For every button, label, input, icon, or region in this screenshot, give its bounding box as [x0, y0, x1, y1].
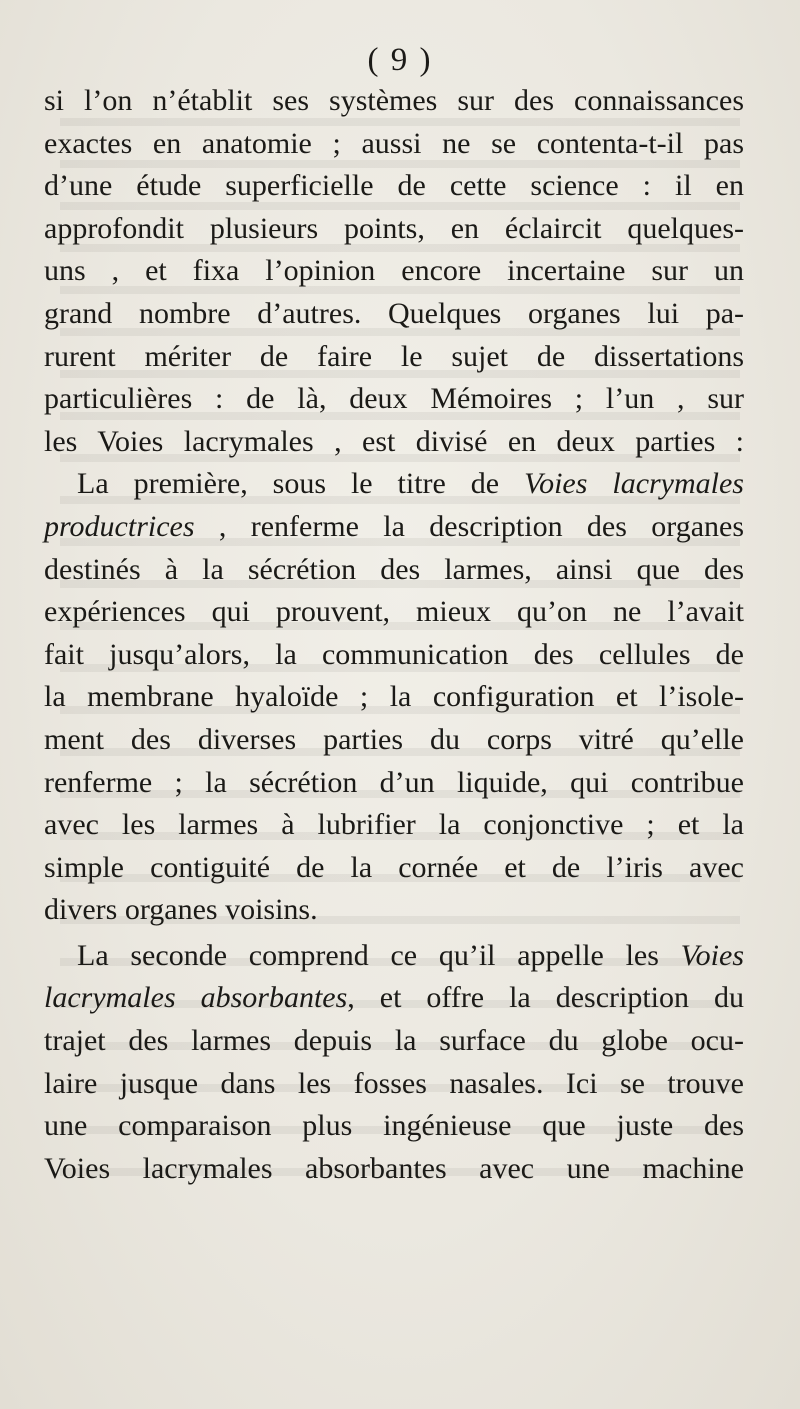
paragraph-start-line: La première, sous le titre de Voies lacrymales [77, 467, 744, 501]
italic-term: productrices [44, 509, 195, 543]
text-line: d’une étude superficielle de cette science : il en [44, 169, 744, 203]
text-line: une comparaison plus ingénieuse que juste des [44, 1109, 744, 1143]
text-line: destinés à la sécrétion des larmes, ainsi que des [44, 552, 744, 586]
body-text [44, 80, 744, 1190]
text-line: uns , et fixa l’opinion encore incertaine sur un [44, 254, 744, 288]
text-line: ment des diverses parties du corps vitré qu’elle [44, 722, 744, 756]
italic-term: Voies lacrymales [524, 467, 744, 501]
text-line: renferme ; la sécrétion d’un liquide, qui contribue [44, 765, 744, 799]
text-line: les Voies lacrymales , est divisé en deux parties : [44, 424, 744, 458]
text-line: fait jusqu’alors, la communication des cellules de [44, 637, 744, 671]
text-line: productrices , renferme la description des organes [44, 509, 744, 543]
italic-term: Voies [680, 938, 744, 972]
text-line: Voies lacrymales absorbantes avec une machine [44, 1151, 744, 1185]
text-line: expériences qui prouvent, mieux qu’on ne l’avait [44, 595, 744, 629]
text-line: laire jusque dans les fosses nasales. Ici se trouve [44, 1066, 744, 1100]
text-line: exactes en anatomie ; aussi ne se contenta-t-il pas [44, 126, 744, 160]
text-line: trajet des larmes depuis la surface du globe ocu- [44, 1024, 744, 1058]
text-line: lacrymales absorbantes, et offre la description du [44, 981, 744, 1015]
paragraph-end-line: divers organes voisins. [44, 893, 318, 927]
text-line: simple contiguité de la cornée et de l’iris avec [44, 850, 744, 884]
text-line: la membrane hyaloïde ; la configuration et l’isole- [44, 680, 744, 714]
text-line: particulières : de là, deux Mémoires ; l’un , sur [44, 382, 744, 416]
text-line: rurent mériter de faire le sujet de dissertations [44, 339, 744, 373]
text-line: approfondit plusieurs points, en éclaircit quelques- [44, 211, 744, 245]
paragraph-start-line: La seconde comprend ce qu’il appelle les Voies [77, 938, 744, 972]
text-line: grand nombre d’autres. Quelques organes lui pa- [44, 296, 744, 330]
page-number: ( 9 ) [367, 42, 433, 78]
text-line: si l’on n’établit ses systèmes sur des connaissances [44, 84, 744, 117]
italic-term: lacrymales absorbantes [44, 981, 348, 1015]
text-line: avec les larmes à lubrifier la conjonctive ; et la [44, 808, 744, 842]
